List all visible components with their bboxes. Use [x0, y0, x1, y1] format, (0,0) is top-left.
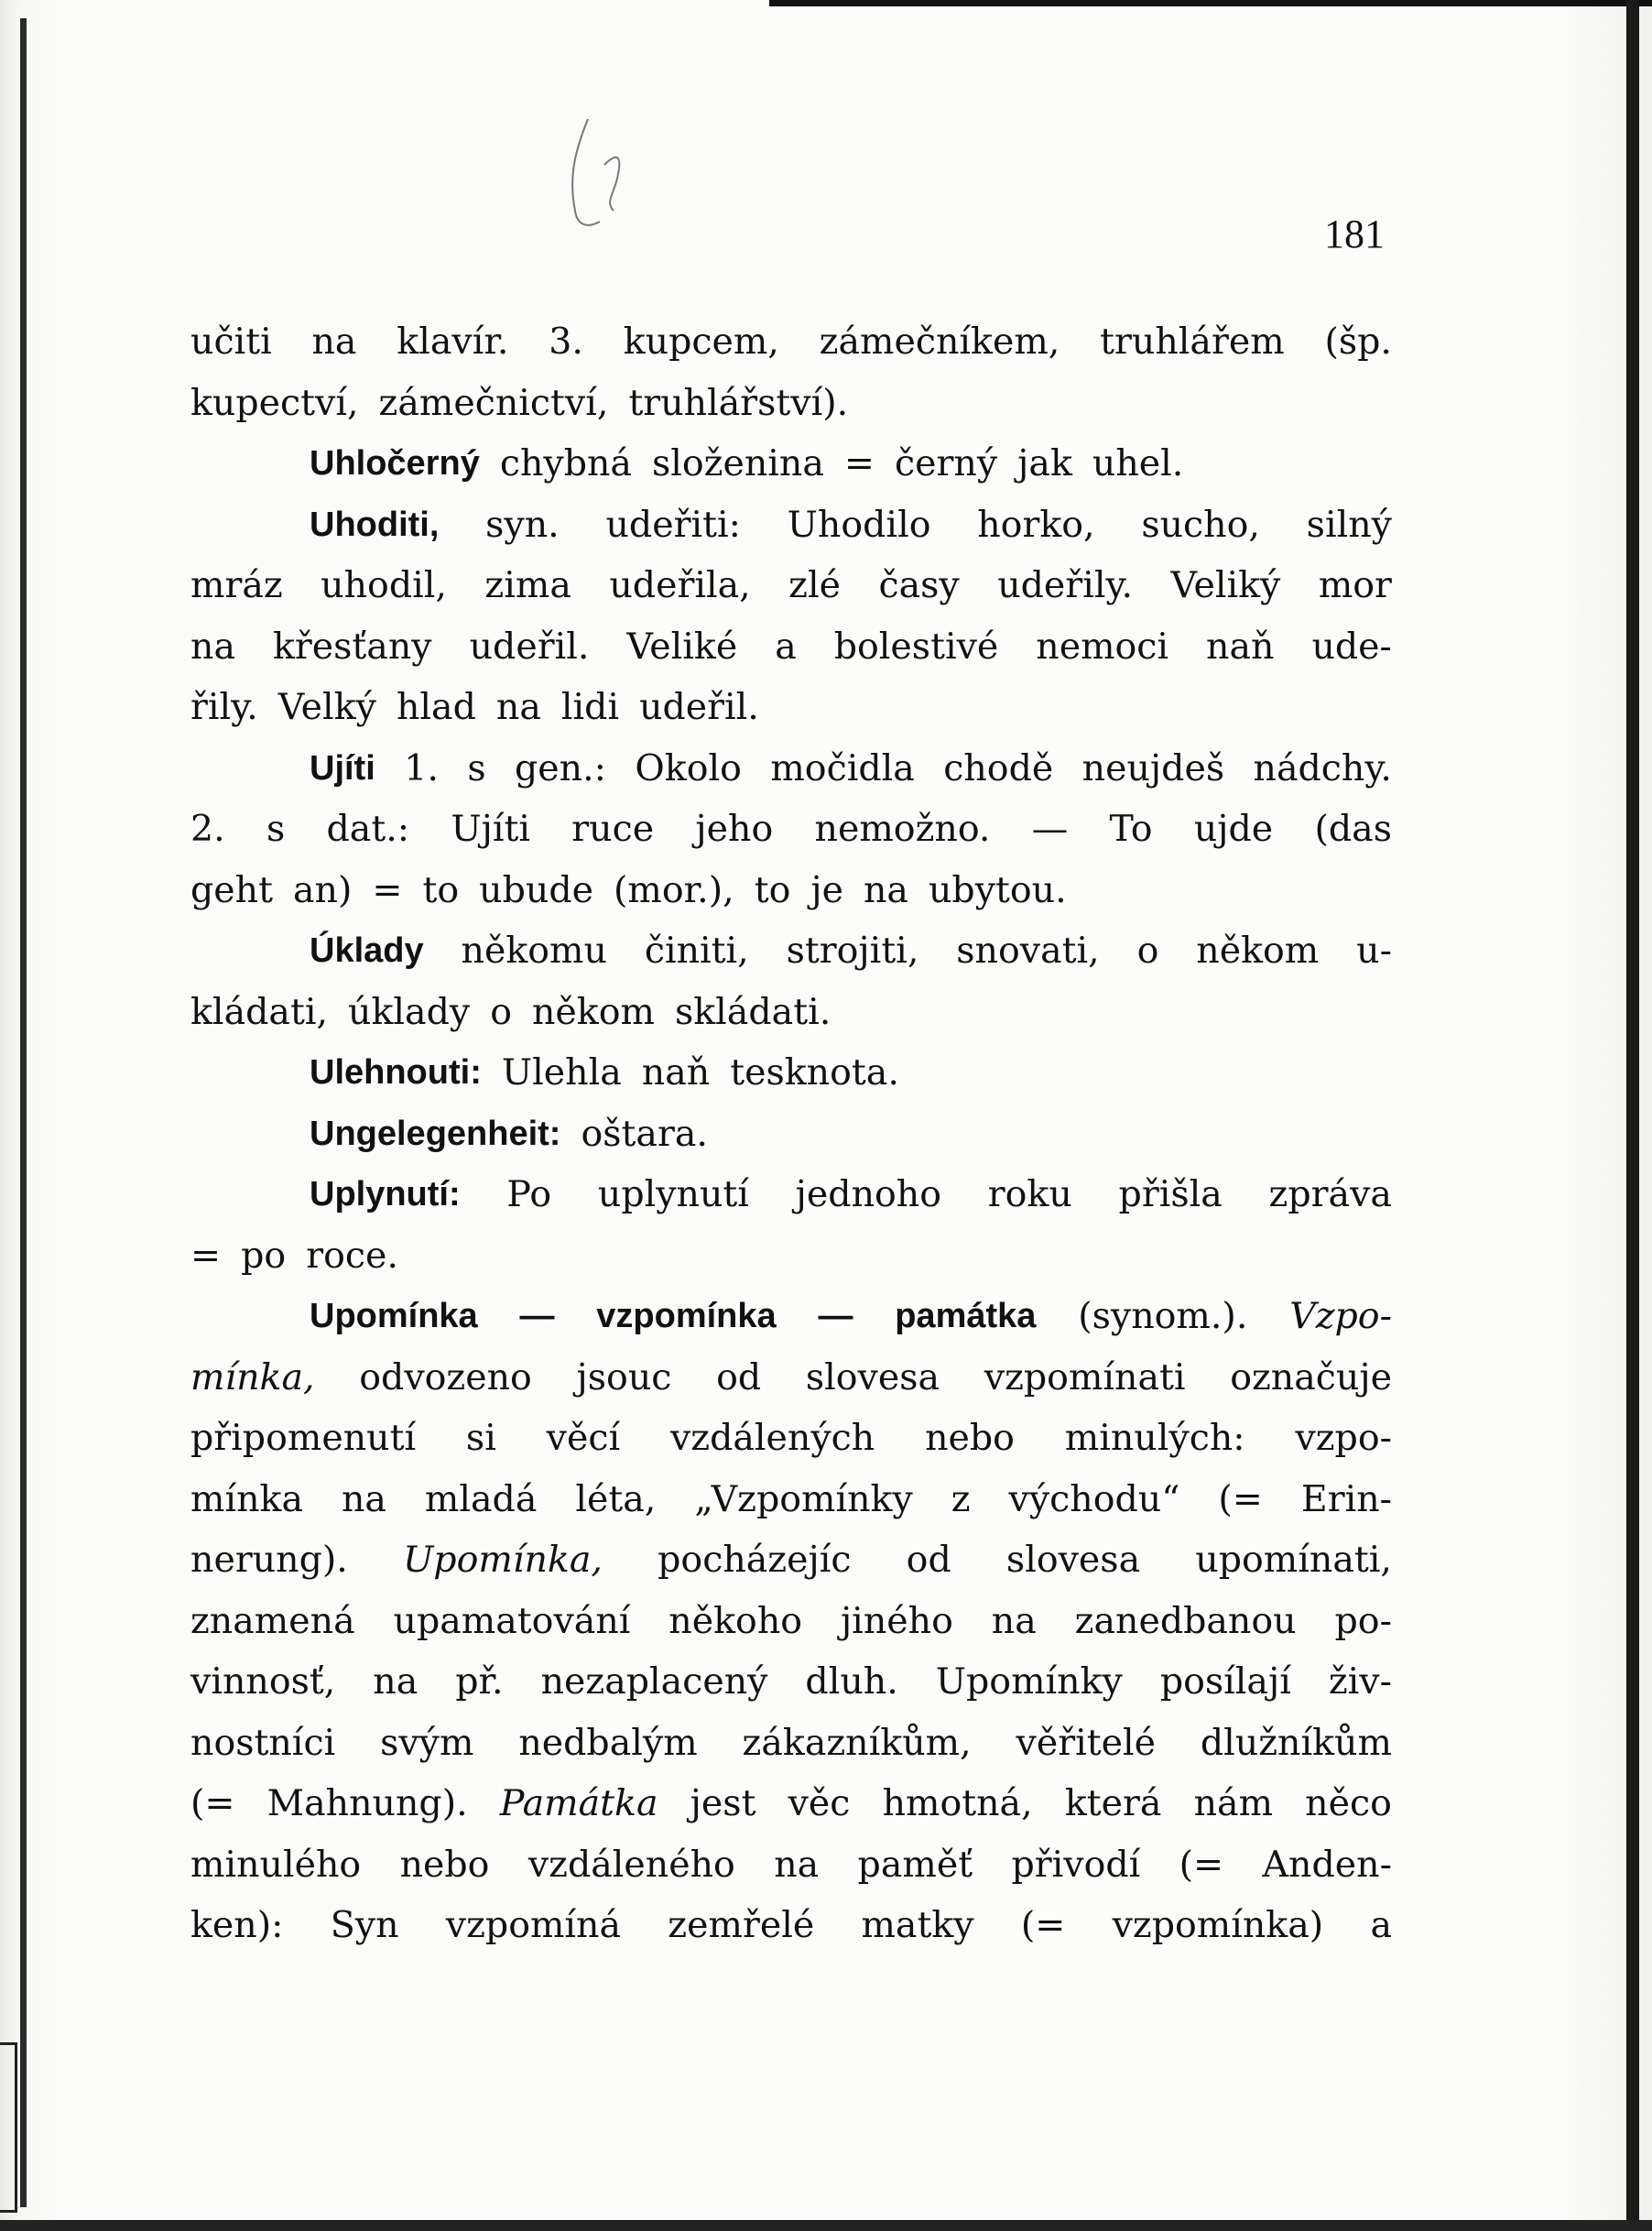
- word: léta,: [575, 1477, 657, 1520]
- page-clip-mark: [0, 2042, 17, 2213]
- word: ude-: [1311, 625, 1392, 668]
- word: močidla: [770, 746, 915, 789]
- word: přišla: [1118, 1173, 1223, 1215]
- text-line: [190, 1104, 1392, 1165]
- word: zámečnictví,: [378, 381, 609, 424]
- word: Po: [506, 1173, 552, 1215]
- word: od: [906, 1539, 951, 1581]
- word: s: [467, 746, 486, 789]
- text-line: [190, 860, 1392, 921]
- word: Erin-: [1300, 1477, 1392, 1520]
- word: horko,: [977, 503, 1095, 546]
- word: někom: [531, 990, 655, 1033]
- word: slovesa: [1005, 1539, 1141, 1581]
- italic-word: Upomínka,: [403, 1539, 603, 1581]
- word: na: [373, 1660, 418, 1703]
- word: nedbalým: [518, 1721, 698, 1764]
- word: Veliký: [1170, 564, 1281, 606]
- word: z: [951, 1477, 971, 1520]
- text-line: [190, 677, 1392, 738]
- word: hmotná,: [882, 1782, 1033, 1824]
- word: nádchy.: [1253, 746, 1392, 789]
- word: an): [292, 868, 353, 911]
- word: (šp.: [1324, 321, 1392, 363]
- word: =: [190, 1234, 222, 1277]
- headword: Upomínka: [310, 1297, 478, 1335]
- headword: Uhoditi,: [310, 505, 440, 544]
- word: udeřil.: [469, 625, 590, 668]
- word: Velký: [277, 686, 376, 728]
- dictionary-text: [190, 311, 1392, 1956]
- word: slovesa: [805, 1355, 940, 1398]
- word: na: [311, 321, 357, 363]
- text-line: [190, 311, 1392, 373]
- word: chodě: [943, 746, 1054, 789]
- word: Upomínky: [935, 1660, 1123, 1703]
- text-line: [190, 433, 1392, 495]
- word: nebo: [925, 1417, 1015, 1459]
- word: tesknota.: [730, 1051, 899, 1094]
- word: o: [490, 990, 512, 1033]
- word: —: [1031, 808, 1069, 850]
- word: (=: [1179, 1843, 1224, 1886]
- word: upomínati,: [1195, 1539, 1392, 1581]
- word: 3.: [549, 321, 583, 363]
- word: někom: [1196, 930, 1320, 972]
- word: jsouc: [576, 1355, 672, 1398]
- word: jednoho: [795, 1173, 942, 1215]
- headword: Ulehnouti:: [310, 1053, 482, 1092]
- word: ruce: [571, 808, 655, 850]
- word: svým: [380, 1721, 474, 1764]
- page-number: 181: [1324, 212, 1385, 256]
- word: (=: [190, 1782, 235, 1824]
- text-line: [190, 1591, 1392, 1652]
- word: kupcem,: [623, 321, 779, 363]
- text-line: [190, 555, 1392, 616]
- word: oštara.: [581, 1112, 708, 1155]
- text-line: [190, 373, 1392, 434]
- word: zanedbanou: [1074, 1599, 1297, 1642]
- word: zákazníkům,: [742, 1721, 972, 1764]
- word: jeho: [695, 808, 774, 850]
- text-line: [190, 799, 1392, 860]
- text-line: [190, 738, 1392, 800]
- word: na: [991, 1599, 1037, 1642]
- word: řily.: [190, 686, 258, 728]
- word: nostníci: [190, 1721, 336, 1764]
- word: udeřiti:: [605, 503, 741, 546]
- word: klavír.: [397, 321, 509, 363]
- word: u-: [1356, 930, 1392, 972]
- headword: vzpomínka: [596, 1297, 777, 1335]
- word: truhlářství).: [628, 381, 849, 424]
- word: učiti: [190, 321, 272, 363]
- word: posílají: [1159, 1660, 1291, 1703]
- word: vinnosť,: [190, 1660, 336, 1703]
- word: strojiti,: [786, 930, 919, 972]
- word: matky: [861, 1904, 974, 1946]
- text-line: [190, 1834, 1392, 1896]
- word: činiti,: [644, 930, 749, 972]
- word: 2.: [190, 808, 225, 850]
- word: vzdálených: [669, 1417, 875, 1459]
- word: uhodil,: [321, 564, 447, 606]
- word: po: [241, 1234, 287, 1277]
- text-line: [190, 616, 1392, 678]
- word: Ujíti: [451, 808, 531, 850]
- word: na: [774, 1843, 820, 1886]
- word: udeřil.: [639, 686, 759, 728]
- word: udeřila,: [609, 564, 751, 606]
- word: vzpo-: [1295, 1417, 1392, 1459]
- word: nám: [1193, 1782, 1274, 1824]
- headword: Ungelegenheit:: [310, 1114, 561, 1153]
- word: snovati,: [956, 930, 1100, 972]
- pencil-scribble: [549, 110, 659, 247]
- word: =: [843, 442, 875, 484]
- text-line: [190, 982, 1392, 1043]
- word: někomu: [461, 930, 607, 972]
- word: po-: [1334, 1599, 1392, 1642]
- word: naň: [1206, 625, 1275, 668]
- word: Anden-: [1262, 1843, 1392, 1886]
- italic-word: Památka: [499, 1782, 658, 1824]
- word: jest: [690, 1782, 756, 1824]
- word: úklady: [348, 990, 471, 1033]
- word: (synom.).: [1078, 1295, 1248, 1337]
- headword: památka: [895, 1297, 1037, 1335]
- word: znamená: [190, 1599, 355, 1642]
- text-line: [190, 1286, 1392, 1347]
- word: nebo: [399, 1843, 490, 1886]
- text-line: [190, 1651, 1392, 1713]
- word: vzdáleného: [527, 1843, 735, 1886]
- word: zpráva: [1268, 1173, 1392, 1215]
- word: neujdeš: [1081, 746, 1225, 789]
- word: věcí: [546, 1417, 621, 1459]
- word: východu“: [1008, 1477, 1180, 1520]
- word: geht: [190, 868, 273, 911]
- word: upamatování: [393, 1599, 631, 1642]
- word: uhel.: [1092, 442, 1184, 484]
- word: zlé: [788, 564, 841, 606]
- word: truhlářem: [1100, 321, 1285, 363]
- word: vzpomínka): [1112, 1904, 1324, 1946]
- word: jiného: [840, 1599, 953, 1642]
- word: věřitelé: [1016, 1721, 1156, 1764]
- word: mráz: [190, 564, 283, 606]
- text-line: [190, 1713, 1392, 1774]
- word: od: [716, 1355, 762, 1398]
- word: mor: [1318, 564, 1392, 606]
- word: ken):: [190, 1904, 284, 1946]
- word: odvozeno: [359, 1355, 532, 1398]
- word: a: [775, 625, 797, 668]
- italic-word: mínka,: [190, 1355, 315, 1398]
- word: roce.: [306, 1234, 398, 1277]
- word: Veliké: [626, 625, 738, 668]
- word: živ-: [1328, 1660, 1392, 1703]
- word: hlad: [396, 686, 476, 728]
- word: zámečníkem,: [819, 321, 1060, 363]
- word: skládati.: [674, 990, 831, 1033]
- headword: Uhločerný: [310, 444, 480, 483]
- word: Ulehla: [501, 1051, 622, 1094]
- word: ubytou.: [928, 868, 1067, 911]
- headword: Ujíti: [310, 748, 375, 788]
- word: dat.:: [326, 808, 410, 850]
- word: s: [266, 808, 286, 850]
- word: (=: [1218, 1477, 1263, 1520]
- word: př.: [455, 1660, 504, 1703]
- word: „Vzpomínky: [694, 1477, 913, 1520]
- scan-border-bottom: [0, 2220, 1652, 2231]
- word: si: [465, 1417, 496, 1459]
- text-line: [190, 495, 1392, 556]
- text-line: [190, 1164, 1392, 1225]
- word: (mor.),: [613, 868, 734, 911]
- word: kupectví,: [190, 381, 359, 424]
- word: mladá: [424, 1477, 538, 1520]
- word: označuje: [1230, 1355, 1392, 1398]
- word: ubude: [479, 868, 593, 911]
- word: na: [863, 868, 908, 911]
- word: dluh.: [805, 1660, 898, 1703]
- word: je: [810, 868, 843, 911]
- scan-border-top: [769, 0, 1652, 6]
- text-line: [190, 1529, 1392, 1591]
- word: složenina: [651, 442, 824, 484]
- word: Syn: [330, 1904, 399, 1946]
- word: roku: [987, 1173, 1072, 1215]
- word: jak: [1017, 442, 1072, 484]
- scan-border-left: [20, 18, 27, 2207]
- word: nezaplacený: [540, 1660, 768, 1703]
- text-line: [190, 1895, 1392, 1956]
- word: 1.: [404, 746, 439, 789]
- word: křesťany: [272, 625, 432, 668]
- word: silný: [1306, 503, 1392, 546]
- text-line: [190, 1773, 1392, 1834]
- text-line: [190, 1225, 1392, 1287]
- word: bolestivé: [833, 625, 999, 668]
- word: která: [1064, 1782, 1162, 1824]
- word: Mahnung).: [266, 1782, 468, 1824]
- word: časy: [878, 564, 960, 606]
- word: paměť: [857, 1843, 973, 1886]
- word: lidi: [560, 686, 620, 728]
- headword: Uplynutí:: [310, 1175, 461, 1213]
- word: =: [372, 868, 403, 911]
- italic-word: Vzpo-: [1289, 1295, 1392, 1337]
- word: gen.:: [515, 746, 606, 789]
- word: Uhodilo: [787, 503, 931, 546]
- word: uplynutí: [597, 1173, 749, 1215]
- word: na: [341, 1477, 386, 1520]
- word: věc: [788, 1782, 851, 1824]
- word: udeřily.: [997, 564, 1134, 606]
- text-line: [190, 1408, 1392, 1469]
- word: někoho: [668, 1599, 803, 1642]
- word: kládati,: [190, 990, 329, 1033]
- word: ujde: [1193, 808, 1274, 850]
- word: To: [1109, 808, 1153, 850]
- word: mínka: [190, 1477, 304, 1520]
- word: na: [190, 625, 235, 668]
- word: to: [422, 868, 460, 911]
- word: Okolo: [635, 746, 742, 789]
- word: dlužníkům: [1200, 1721, 1392, 1764]
- word: chybná: [499, 442, 632, 484]
- word: syn.: [485, 503, 560, 546]
- text-line: [190, 1042, 1392, 1104]
- word: a: [1370, 1904, 1392, 1946]
- word: minulého: [190, 1843, 362, 1886]
- word: naň: [641, 1051, 711, 1094]
- word: vzpomíná: [445, 1904, 622, 1946]
- word: minulých:: [1064, 1417, 1245, 1459]
- word: (das: [1314, 808, 1392, 850]
- word: na: [495, 686, 541, 728]
- text-line: [190, 1347, 1392, 1409]
- word: černý: [895, 442, 998, 484]
- scan-border-right: [1626, 0, 1639, 2231]
- word: pocházejíc: [658, 1539, 852, 1581]
- word: nemoci: [1036, 625, 1169, 668]
- headword: —: [818, 1297, 853, 1335]
- headword: Úklady: [310, 931, 424, 970]
- word: vzpomínati: [984, 1355, 1186, 1398]
- word: nerung).: [190, 1539, 348, 1581]
- word: zemřelé: [668, 1904, 815, 1946]
- word: zima: [484, 564, 571, 606]
- word: sucho,: [1141, 503, 1260, 546]
- headword: —: [519, 1297, 555, 1335]
- word: přivodí: [1011, 1843, 1141, 1886]
- word: nemožno.: [814, 808, 991, 850]
- word: (=: [1020, 1904, 1066, 1946]
- word: o: [1136, 930, 1159, 972]
- word: něco: [1305, 1782, 1392, 1824]
- word: připomenutí: [190, 1417, 417, 1459]
- text-line: [190, 920, 1392, 982]
- word: to: [754, 868, 791, 911]
- text-line: [190, 1469, 1392, 1530]
